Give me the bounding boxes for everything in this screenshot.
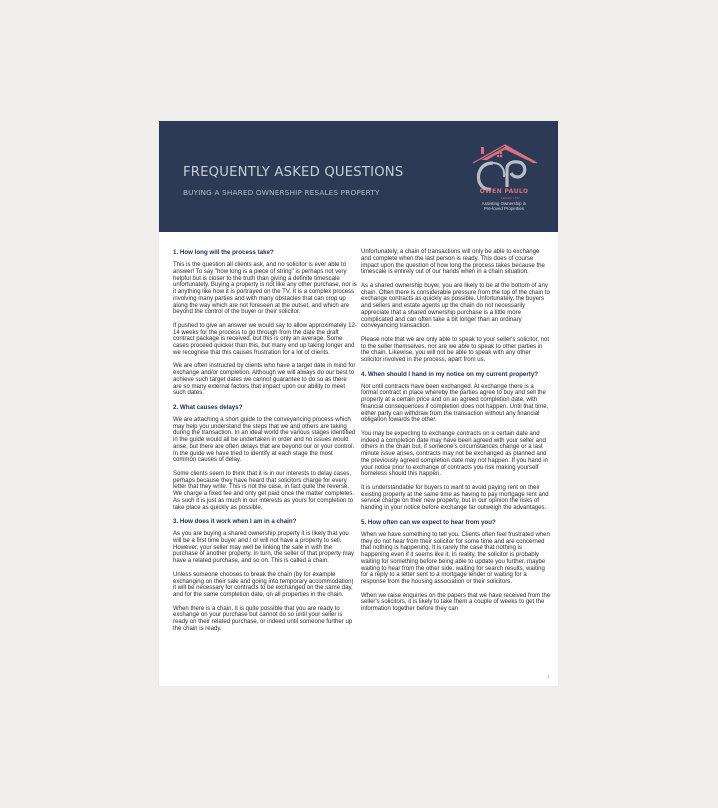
logo-tagline-line-2: Pre-loved Properties	[483, 206, 525, 212]
page-title: FREQUENTLY ASKED QUESTIONS	[183, 165, 404, 180]
faq-question-2-heading: 2. What causes delays?	[173, 403, 243, 411]
faq-question-3-heading: 3. How does it work when I am in a chain?	[173, 518, 297, 526]
faq-question-4-paragraph: Not until contracts have been exchanged. At exchange there is a formal contract in place whereby the parties agree to buy and sell the property at a certain price and on an agreed completion date, with financial consequences if completion does not happen. Until that time, either party can withdraw from the transaction without any financial obligation towards the other.	[361, 383, 549, 424]
page-header-banner	[159, 121, 558, 232]
logo-legal-suffix: LEGAL LTD	[501, 196, 520, 200]
faq-question-5-paragraph: When we have something to tell you. Clients often feel frustrated when they do not hear from their solicitor for some time and are concerned that nothing is happening. It is rarely the case that nothing is happening even if it seems like it. In reality, the solicitor is probably waiting for something before being able to update you further, maybe waiting to hear from the other side, waiting for search results, waiting for a reply to a letter sent to a mortgage lender or waiting for a response from the housing association or their solicitors.	[361, 531, 550, 586]
faq-question-3-paragraph: As a shared ownership buyer, you are likely to be at the bottom of any chain. Often there is considerable pressure from the top of the chain to exchange contracts as quickly as possible. Unfortunately, the buyers and sellers and estate agents up the chain do not necessarily appreciate that a shared ownership purchase is a little more complicated and can often take a bit longer than an ordinary conveyancing transaction.	[361, 282, 550, 330]
page-subtitle: BUYING A SHARED OWNERSHIP RESALES PROPERTY	[183, 188, 380, 197]
faq-question-2-paragraph: We are attaching a short guide to the conveyancing process which may help you understand the steps that we and others are taking during the transaction. In an ideal world the various stages identified in the guide would all be undertaken in order and no issues would arise, but there are often delays that are beyond our or your control. In the guide we have tried to identify at each stage the most common causes of delay.	[173, 416, 356, 464]
right-column	[361, 249, 551, 620]
faq-question-5-paragraph: When we raise enquiries on the papers that we have received from the seller's solicitors, it is likely to take them a couple of weeks to get the information together before they can	[361, 592, 551, 613]
faq-question-1-paragraph: This is the question all clients ask, and no solicitor is ever able to answer! To say "how long is a piece of string" is perhaps not very helpful but is closer to the truth than giving a definite timescale unfortunately. Buying a property is not like any other purchase, nor is it anything like how it is portrayed on the TV. It is a complex process involving many parties and with many obstacles that can crop up along the way which are not foreseen at the outset, and which are beyond the control of the buyer or their solicitor.	[173, 262, 357, 316]
faq-question-4-heading: 4. When should I hand in my notice on my current property?	[361, 370, 539, 378]
company-logo	[471, 143, 547, 221]
house-roof-icon	[471, 143, 547, 193]
page-number: 1	[547, 674, 550, 679]
faq-question-3-paragraph: When there is a chain, it is quite possible that you are ready to exchange on your purchase but cannot do so until your seller is ready on their related purchase, or indeed until someone further up the chain is ready.	[173, 605, 353, 632]
logo-name: OWEN PAULO	[479, 188, 529, 195]
faq-question-4-paragraph: It is understandable for buyers to want to avoid paying rent on their existing property at the same time as having to pay mortgage rent and service charge on their new property, but in our opinion the risks of handing in your notice before exchange far outweigh the advantages.	[361, 484, 549, 512]
faq-question-4-paragraph: You may be expecting to exchange contracts on a certain date and indeed a completion date may have been agreed with your seller and others in the chain but, if someone's circumstances change or a last minute issue arises, contracts may not be exchanged as planned and the previously agreed completion date may not happen. If you hand in your notice prior to exchange of contracts you risk making yourself homeless should this happen.	[361, 430, 548, 478]
logo-tagline-line-1: Assisting Ownership in	[481, 201, 527, 206]
faq-question-3-paragraph: As you are buying a shared ownership property it is likely that you will be a first time buyer and / or will not have a property to sell. However, your seller may well be linking the sale in with the purchase of another property. In turn, the seller of that property may have a related purchase, and so on. This is called a chain.	[173, 531, 355, 565]
logo-tagline	[471, 201, 537, 211]
faq-question-1-paragraph: If pushed to give an answer we would say to allow approximately 12-14 weeks for the process to go through from the date the draft contract package is received, but this is only an average. Some cases proceed quicker than this, but many end up taking longer and we recognise that this causes frustration for a lot of clients.	[173, 322, 357, 356]
left-column	[173, 249, 357, 639]
faq-question-3-paragraph: Unfortunately, a chain of transactions will only be able to exchange and complete when the last person is ready. This does of course impact upon the question of how long the process takes because the timescale is entirely out of our hands when in a chain situation.	[361, 249, 545, 276]
faq-question-3-paragraph: Please note that we are only able to speak to your seller's solicitor, not to the seller themselves, nor are we able to speak to other parties in the chain. Likewise, you will not be able to speak with any other solicitor involved in the process, apart from us.	[361, 336, 550, 364]
faq-question-2-paragraph: Some clients seem to think that it is in our interests to delay cases, perhaps because they have heard that solicitors charge for every letter that they write. This is not the case, in fact quite the reverse. We charge a fixed fee and only get paid once the matter completes. As such it is just as much in our interests as yours for completion to take place as quickly as possible.	[173, 470, 355, 511]
faq-question-1-paragraph: We are often instructed by clients who have a target date in mind for exchange and/or completion. Although we will always do our best to achieve such target dates we cannot guarantee to do so as there are so many external factors that impact upon our ability to meet such dates.	[173, 363, 356, 397]
document-page	[159, 121, 558, 686]
faq-question-1-heading: 1. How long will the process take?	[173, 249, 274, 256]
faq-question-3-paragraph: Unless someone chooses to break the chain (by for example exchanging on their sale and going into temporary accommodation) it will be necessary for contracts to be exchanged on the same day, and for the same completion date, on all properties in the chain.	[173, 571, 354, 599]
faq-question-5-heading: 5. How often can we expect to hear from you?	[361, 518, 496, 526]
